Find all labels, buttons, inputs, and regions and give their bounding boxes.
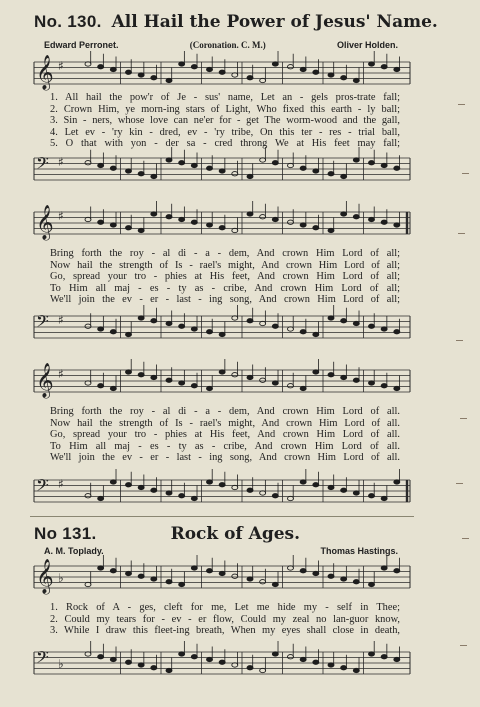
note-head [151,319,157,323]
sharp-icon: ♯ [58,59,64,73]
note-head [138,73,144,77]
note-head [126,660,132,664]
lyric-line: 1. All hail the pow'r of Je - sus' name, Let an - gels pros-trate fall; [50,92,400,103]
note-head [138,373,144,377]
note-head [369,161,375,165]
lyric-line: 5. O that with yon - der sa - cred throng We at His feet may fall; [50,138,400,150]
note-head [98,220,104,224]
note-head [85,324,91,328]
note-head [126,332,132,336]
note-head [247,212,253,216]
lyric-line: 3. While I draw this fleet-ing breath, When my eyes shall close in death, [50,625,400,637]
bass-clef-icon: 𝄢 [36,475,49,499]
treble-staff [0,56,480,96]
note-head [328,316,334,320]
note-head [110,657,116,661]
note-head [207,657,213,661]
hymn-131-header [34,524,454,544]
margin-mark [456,483,463,484]
note-head [272,381,278,385]
note-head [166,668,172,672]
note-head [191,163,197,167]
note-head [98,327,104,331]
note-head [151,76,157,80]
note-head [288,496,294,500]
note-head [300,480,306,484]
hymn-130-header [34,12,454,32]
lyric-line: Go, spread your tro - phies at His feet, And crown Him Lord of all; [50,271,400,283]
note-head [300,166,306,170]
hymn-title: All Hail the Power of Jesus' Name. [111,12,438,32]
note-head [300,386,306,390]
note-head [381,327,387,331]
note-head [232,73,238,77]
note-head [328,228,334,232]
note-head [166,580,172,584]
note-head [288,65,294,69]
note-head [191,327,197,331]
note-head [381,163,387,167]
bass-staff [0,310,480,350]
note-head [110,67,116,71]
note-head [179,381,185,385]
note-head [394,166,400,170]
note-head [151,212,157,216]
lyric-line: We'll join the ev - er - last - ing song, And crown Him Lord of all; [50,294,400,306]
note-head [232,228,238,232]
note-head [191,566,197,570]
bass-clef-icon: 𝄢 [36,647,49,671]
note-head [369,582,375,586]
note-head [207,386,213,390]
lyric-line: 1. Rock of A - ges, cleft for me, Let me hide my - self in Thee; [50,602,400,613]
note-head [166,215,172,219]
note-head [341,666,347,670]
hymn-number: No 131. [34,524,97,543]
note-head [272,652,278,656]
note-head [179,161,185,165]
note-head [219,332,225,336]
note-head [300,657,306,661]
note-head [288,220,294,224]
note-head [138,574,144,578]
note-head [232,172,238,176]
lyric-line: 2. Crown Him, ye morn-ing stars of Light, Who fixed this earth - ly ball; [50,103,400,115]
tune-name: (Coronation. C. M.) [189,40,266,50]
note-head [110,480,116,484]
note-head [369,217,375,221]
note-head [166,158,172,162]
note-head [166,321,172,325]
note-head [381,566,387,570]
note-head [353,78,359,82]
note-head [353,321,359,325]
note-head [166,378,172,382]
treble-clef-icon: 𝄞 [36,559,54,594]
note-head [85,494,91,498]
note-head [98,496,104,500]
verse-block [50,248,400,306]
note-head [394,657,400,661]
author-credit: Edward Perronet. [44,40,119,50]
sharp-icon: ♯ [58,367,64,381]
flat-icon: ♭ [58,571,64,585]
note-head [328,373,334,377]
flat-icon: ♭ [58,657,64,671]
note-head [313,226,319,230]
note-head [151,666,157,670]
note-head [151,577,157,581]
section-divider [30,516,414,517]
note-head [313,370,319,374]
note-head [191,65,197,69]
note-head [394,480,400,484]
margin-mark [462,538,469,539]
note-head [260,668,266,672]
note-head [207,330,213,334]
note-head [207,480,213,484]
note-head [85,62,91,66]
note-head [247,666,253,670]
author-credit: A. M. Toplady. [44,546,104,556]
note-head [328,172,334,176]
note-head [232,485,238,489]
note-head [126,370,132,374]
margin-mark [460,418,467,419]
note-head [85,217,91,221]
note-head [260,321,266,325]
note-head [85,381,91,385]
bass-staff [0,474,480,514]
note-head [138,316,144,320]
note-head [191,220,197,224]
note-head [394,569,400,573]
note-head [288,384,294,388]
note-head [260,491,266,495]
note-head [353,378,359,382]
note-head [328,574,334,578]
margin-mark [456,340,463,341]
note-head [179,494,185,498]
note-head [179,652,185,656]
sharp-icon: ♯ [58,155,64,169]
note-head [260,158,266,162]
note-head [394,386,400,390]
note-head [247,577,253,581]
note-head [179,62,185,66]
note-head [288,566,294,570]
note-head [341,174,347,178]
note-head [247,319,253,323]
note-head [138,485,144,489]
note-head [207,223,213,227]
note-head [313,70,319,74]
lyric-line: Bring forth the roy - al di - a - dem, And crown Him Lord of all. [50,406,400,417]
note-head [328,485,334,489]
note-head [85,161,91,165]
note-head [98,655,104,659]
note-head [110,330,116,334]
note-head [272,217,278,221]
note-head [341,488,347,492]
note-head [207,166,213,170]
note-head [313,571,319,575]
note-head [207,67,213,71]
lyric-line: Now hail the strength of Is - rael's might, And crown Him Lord of all; [50,259,400,271]
note-head [219,70,225,74]
note-head [394,223,400,227]
note-head [98,163,104,167]
note-head [272,582,278,586]
treble-clef-icon: 𝄞 [36,55,54,90]
note-head [151,488,157,492]
hymn-130-credits [44,40,398,50]
note-head [166,78,172,82]
note-head [219,483,225,487]
note-head [300,569,306,573]
note-head [247,76,253,80]
note-head [219,226,225,230]
lyric-line: Bring forth the roy - al di - a - dem, And crown Him Lord of all; [50,248,400,259]
note-head [98,566,104,570]
note-head [219,169,225,173]
sharp-icon: ♯ [58,313,64,327]
bass-clef-icon: 𝄢 [36,311,49,335]
note-head [219,571,225,575]
note-head [207,569,213,573]
note-head [126,169,132,173]
note-head [151,174,157,178]
note-head [341,76,347,80]
note-head [300,67,306,71]
note-head [85,582,91,586]
note-head [98,384,104,388]
note-head [179,217,185,221]
margin-mark [458,233,465,234]
note-head [369,652,375,656]
note-head [272,161,278,165]
note-head [247,488,253,492]
lyric-line: To Him all maj - es - ty as - cribe, And crown Him Lord of all; [50,282,400,294]
treble-staff [0,206,480,246]
note-head [369,324,375,328]
note-head [328,663,334,667]
lyric-line: To Him all maj - es - ty as - cribe, And crown Him Lord of all. [50,440,400,452]
note-head [369,62,375,66]
note-head [110,166,116,170]
bass-clef-icon: 𝄢 [36,153,49,177]
lyric-line: 3. Sin - ners, whose love can ne'er for - get The worm-wood and the gall, [50,115,400,127]
note-head [179,324,185,328]
note-head [232,574,238,578]
composer-credit: Oliver Holden. [336,40,398,50]
lyric-line: We'll join the ev - er - last - ing song, And crown Him Lord of all. [50,452,400,464]
note-head [313,483,319,487]
sharp-icon: ♯ [58,477,64,491]
note-head [369,494,375,498]
note-head [219,660,225,664]
margin-mark [460,645,467,646]
note-head [381,655,387,659]
composer-credit: Thomas Hastings. [320,546,398,556]
treble-staff [0,560,480,600]
hymn-131-credits [44,546,398,556]
note-head [98,65,104,69]
verse-block [50,602,400,637]
note-head [126,70,132,74]
note-head [341,319,347,323]
hymn-title: Rock of Ages. [170,524,301,544]
note-head [191,655,197,659]
note-head [138,228,144,232]
note-head [288,327,294,331]
note-head [126,483,132,487]
note-head [313,169,319,173]
treble-clef-icon: 𝄞 [36,205,54,240]
verse-block [50,92,400,150]
note-head [353,491,359,495]
note-head [313,332,319,336]
note-head [126,571,132,575]
note-head [232,373,238,377]
note-head [179,582,185,586]
treble-clef-icon: 𝄞 [36,363,54,398]
note-head [260,215,266,219]
note-head [328,73,334,77]
bass-staff [0,152,480,192]
note-head [232,663,238,667]
note-head [110,386,116,390]
bass-staff [0,646,480,686]
note-head [394,67,400,71]
note-head [394,330,400,334]
note-head [272,494,278,498]
note-head [381,496,387,500]
note-head [353,215,359,219]
note-head [260,378,266,382]
lyric-line: 4. Let ev - 'ry kin - dred, ev - 'ry tribe, On this ter - res - trial ball, [50,126,400,138]
verse-block [50,406,400,464]
note-head [381,65,387,69]
sharp-icon: ♯ [58,209,64,223]
note-head [138,663,144,667]
note-head [191,496,197,500]
note-head [353,158,359,162]
note-head [191,384,197,388]
note-head [219,370,225,374]
note-head [341,577,347,581]
note-head [260,78,266,82]
treble-staff [0,364,480,404]
note-head [288,655,294,659]
note-head [341,212,347,216]
lyric-line: Now hail the strength of Is - rael's might, And crown Him Lord of all. [50,417,400,429]
margin-mark [462,173,469,174]
note-head [288,163,294,167]
lyric-line: Go, spread your tro - phies at His feet, And crown Him Lord of all. [50,429,400,441]
note-head [110,223,116,227]
margin-mark [458,104,465,105]
note-head [151,375,157,379]
note-head [85,652,91,656]
note-head [232,316,238,320]
note-head [313,660,319,664]
note-head [300,223,306,227]
note-head [300,330,306,334]
note-head [166,491,172,495]
note-head [341,375,347,379]
note-head [381,220,387,224]
note-head [353,580,359,584]
note-head [272,62,278,66]
note-head [353,668,359,672]
note-head [138,172,144,176]
note-head [110,569,116,573]
lyric-line: 2. Could my tears for - ev - er flow, Could my zeal no lan-guor know, [50,613,400,625]
note-head [260,580,266,584]
note-head [272,324,278,328]
note-head [369,381,375,385]
note-head [247,174,253,178]
note-head [247,375,253,379]
note-head [381,384,387,388]
note-head [126,226,132,230]
hymn-number: No. 130. [34,12,102,31]
